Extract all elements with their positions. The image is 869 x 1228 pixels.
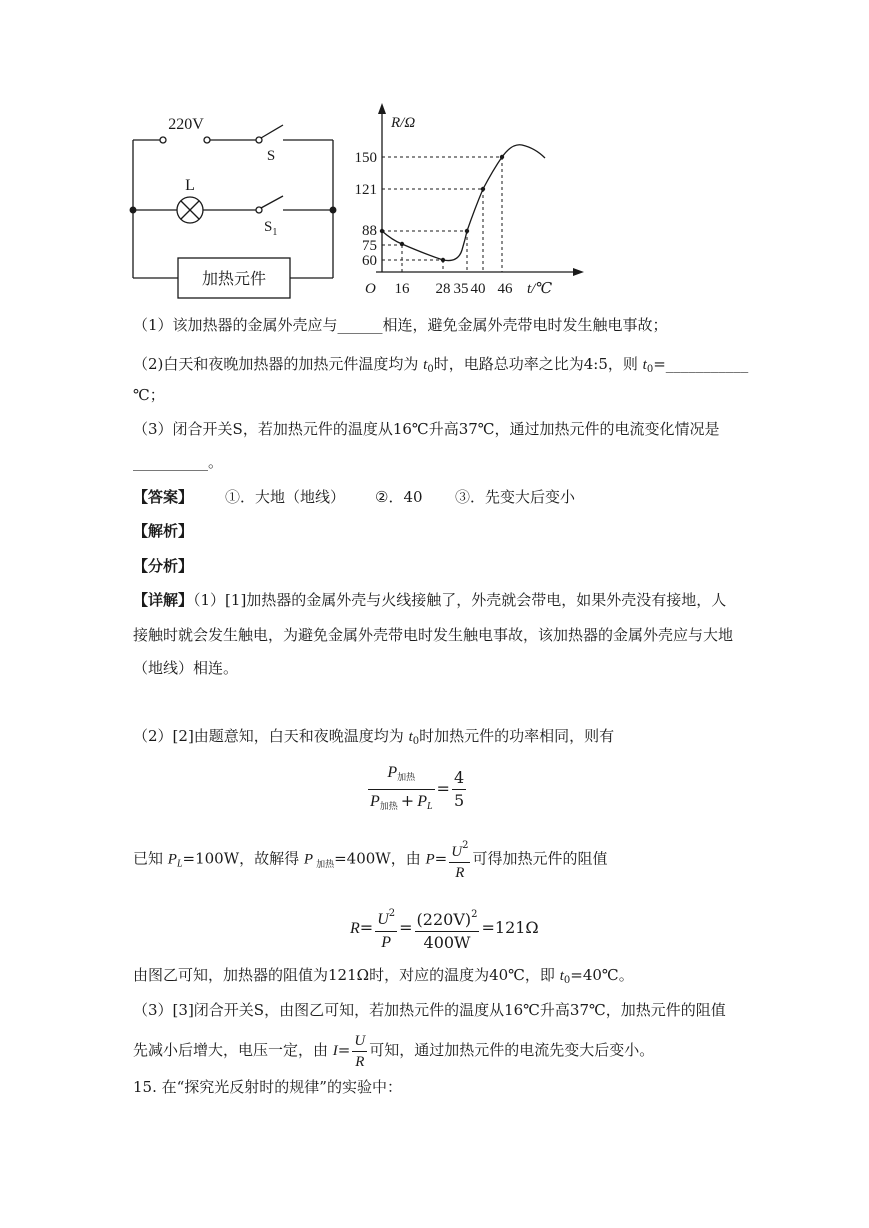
symbol-p: P <box>370 793 380 810</box>
y-tick-label: 60 <box>362 253 377 269</box>
switch-s1-label-group <box>264 219 277 238</box>
question-text: （3）闭合开关S，若加热元件的温度从16℃升高37℃，通过加热元件的电流变化情况是 <box>133 420 720 438</box>
symbol-u: U <box>377 911 389 928</box>
superscript-two: 2 <box>471 908 478 920</box>
variable-subscript: 0 <box>646 364 654 375</box>
variable-subscript: 0 <box>563 975 571 986</box>
symbol-p: P <box>303 851 314 868</box>
voltage-value: (220V) <box>416 909 472 929</box>
detail-part2-intro <box>133 726 614 746</box>
curve-point <box>441 258 445 262</box>
fraction-numerator <box>415 904 480 932</box>
fraction-four-fifths <box>452 767 466 812</box>
answer-blank: ___________ <box>665 355 749 373</box>
fraction-heater-over-total <box>368 761 435 818</box>
detail-part1-line1 <box>133 590 726 610</box>
fraction-denominator: 5 <box>453 791 465 810</box>
detail-label: 【详解】 <box>133 591 194 609</box>
outline-label: 【分析】 <box>133 557 194 575</box>
fraction-numerator <box>375 903 397 932</box>
detail-text: 先减小后增大，电压一定，由 <box>133 1041 333 1059</box>
fraction-numerator <box>368 761 435 790</box>
detail-text: =400W，由 <box>334 849 426 868</box>
detail-part2-conclusion <box>133 965 634 985</box>
question-text: 时，电路总功率之比为4:5，则 <box>433 355 643 373</box>
fraction-u-squared-over-r <box>449 836 470 883</box>
y-tick-label: 88 <box>362 223 377 239</box>
detail-text: 由图乙可知，加热器的阻值为121Ω时，对应的温度为40℃，即 <box>133 966 560 984</box>
switch-s-label: S <box>266 148 276 164</box>
curve-point <box>481 187 485 191</box>
x-tick-label: 16 <box>394 281 410 297</box>
x-tick-label: 46 <box>497 281 513 297</box>
equals-sign: = <box>436 779 450 798</box>
x-tick-label: 35 <box>453 281 469 297</box>
figure <box>120 95 600 315</box>
origin-label: O <box>365 281 376 297</box>
next-question: 15. 在“探究光反射时的规律”的实验中： <box>133 1078 402 1096</box>
answer-blank: __________ <box>133 453 208 471</box>
question-text: ℃； <box>133 386 165 404</box>
superscript-two: 2 <box>388 908 396 919</box>
curve-point <box>500 155 504 159</box>
analysis-label: 【解析】 <box>133 522 194 540</box>
question-text: 相连，避免金属外壳带电时发生触电事故； <box>382 316 668 334</box>
subscript-heating: 加热 <box>397 773 416 783</box>
question-part3 <box>133 419 720 439</box>
voltage-label: 220V <box>168 116 204 133</box>
detail-part3-line2 <box>133 1028 654 1072</box>
variable-t: t <box>423 357 428 373</box>
fraction-numerator: U <box>352 1031 367 1052</box>
detail-text: （1）[1]加热器的金属外壳与火线接触了，外壳就会带电，如果外壳没有接地，人 <box>193 591 727 609</box>
detail-part1-line2: 接触时就会发生触电，为避免金属外壳带电时发生触电事故，该加热器的金属外壳应与大地 <box>133 626 734 644</box>
terminal-right <box>204 137 210 143</box>
question-text: （1）该加热器的金属外壳应与 <box>133 316 338 334</box>
subscript-l: L <box>176 858 183 870</box>
variable-t: t <box>408 729 413 745</box>
answer-item: ③．先变大后变小 <box>455 488 576 506</box>
x-axis-arrow-icon <box>573 268 584 276</box>
answer-item: ①．大地（地线） <box>225 488 346 506</box>
resistance-temperature-graph <box>355 103 585 297</box>
symbol-u: U <box>451 844 463 860</box>
lamp-label: L <box>185 177 195 194</box>
switch-s1-label: S <box>264 219 273 235</box>
junction-right <box>330 207 336 213</box>
y-axis-label: R/Ω <box>391 115 416 131</box>
guide-lines <box>382 157 502 272</box>
variable-subscript: 0 <box>427 364 434 375</box>
subscript-heating: 加热 <box>379 802 398 812</box>
equation-resistance <box>350 903 539 954</box>
curve-point <box>400 242 404 246</box>
resistance-result: =121Ω <box>481 918 539 937</box>
detail-text: 已知 <box>133 849 168 868</box>
fraction-denominator: R <box>455 865 465 881</box>
heater-label: 加热元件 <box>201 271 267 288</box>
fraction-numerator: 4 <box>452 767 466 790</box>
y-tick-label: 150 <box>354 150 377 166</box>
equals-sign: = <box>337 1041 351 1059</box>
subscript-heating: 加热 <box>316 859 335 870</box>
answer-item: ②．40 <box>375 488 423 506</box>
plus-sign: + <box>400 791 415 810</box>
y-tick-label: 75 <box>362 238 377 254</box>
curve-points <box>380 155 504 262</box>
fraction-denominator: R <box>355 1053 365 1070</box>
fraction-u-over-r <box>352 1031 367 1072</box>
curve-point <box>380 229 384 233</box>
switch-s-lever <box>261 125 283 138</box>
equals-sign: = <box>399 918 413 937</box>
switch-s1-lever <box>261 196 283 208</box>
variable-subscript: 0 <box>412 736 420 747</box>
equation-power-ratio <box>366 761 468 818</box>
symbol-p: P <box>425 851 435 868</box>
answer-line <box>133 487 633 507</box>
fraction-denominator: 400W <box>423 932 471 952</box>
equals-sign: = <box>434 849 448 868</box>
question-part2 <box>133 354 748 374</box>
symbol-i: I <box>332 1043 338 1059</box>
x-tick-label: 28 <box>435 281 451 297</box>
y-tick-label: 121 <box>354 182 377 198</box>
detail-text: （2）[2]由题意知，白天和夜晚温度均为 <box>133 727 409 745</box>
fraction-u-squared-over-p <box>375 903 397 954</box>
symbol-p: P <box>387 764 398 781</box>
fraction-numerator <box>449 836 470 863</box>
question-part3-blank-line <box>133 452 223 472</box>
terminal-left <box>160 137 166 143</box>
answer-label: 【答案】 <box>133 488 194 506</box>
subscript-l: L <box>426 801 433 812</box>
question-part2-unit <box>133 385 165 405</box>
switch-s1-subscript: 1 <box>272 227 278 238</box>
equals-sign: = <box>653 355 666 373</box>
question-text: 。 <box>208 453 224 471</box>
fraction-denominator <box>368 790 435 818</box>
variable-t: t <box>559 968 564 984</box>
resistance-curve <box>382 145 545 261</box>
x-tick-label: 40 <box>470 281 486 297</box>
curve-point <box>465 229 469 233</box>
detail-text: =40℃。 <box>570 966 634 984</box>
question-part1 <box>133 315 668 335</box>
variable-t: t <box>642 357 647 373</box>
y-axis-arrow-icon <box>378 103 386 114</box>
junction-left <box>130 207 136 213</box>
fraction-numeric <box>415 904 480 954</box>
symbol-p: P <box>417 793 427 810</box>
x-axis-label: t/℃ <box>527 281 553 297</box>
symbol-p: P <box>167 851 177 868</box>
symbol-r: R <box>350 920 360 937</box>
detail-part3-line1: （3）[3]闭合开关S，由图乙可知，若加热元件的温度从16℃升高37℃，加热元件的阻值 <box>133 1001 726 1019</box>
answer-blank: ______ <box>337 316 383 334</box>
fraction-denominator: P <box>381 934 392 951</box>
detail-text: =100W，故解得 <box>182 849 304 868</box>
question-text: （2)白天和夜晚加热器的加热元件温度均为 <box>133 355 424 373</box>
equals-sign: = <box>359 918 374 937</box>
detail-text: 可得加热元件的阻值 <box>472 849 608 868</box>
detail-part1-line3: （地线）相连。 <box>133 659 239 677</box>
detail-part2-known <box>133 836 607 880</box>
detail-text: 时加热元件的功率相同，则有 <box>419 727 615 745</box>
superscript-two: 2 <box>462 840 469 851</box>
detail-text: 可知，通过加热元件的电流先变大后变小。 <box>369 1041 655 1059</box>
